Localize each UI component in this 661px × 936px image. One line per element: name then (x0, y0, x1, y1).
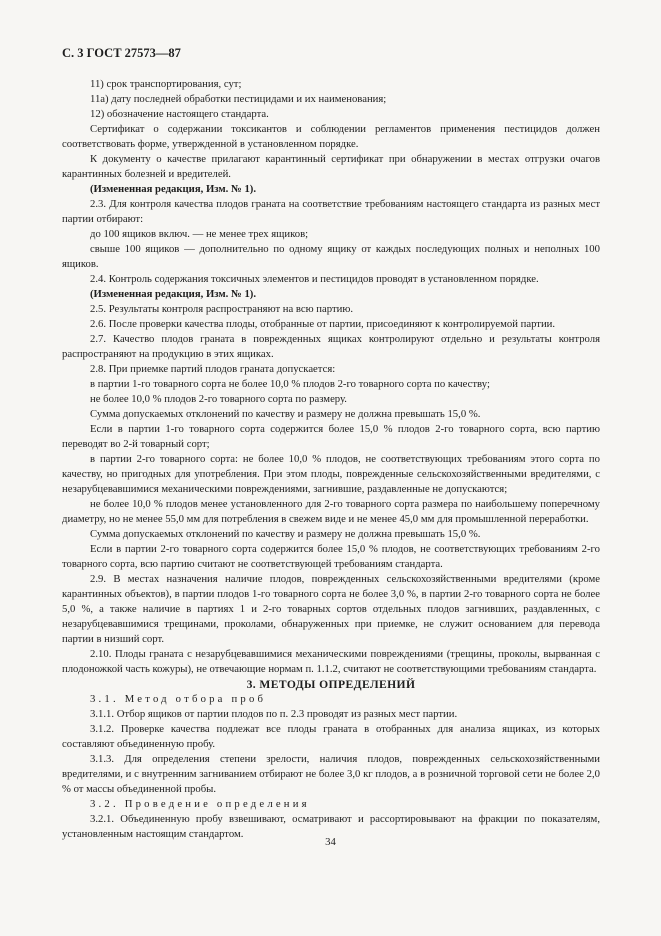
paragraph: 2.7. Качество плодов граната в поврежденных ящиках контролируют отдельно и результаты контроля распространяют на продукцию в этих ящиках. (62, 333, 600, 360)
amendment-note: (Измененная редакция, Изм. № 1). (90, 288, 257, 300)
paragraph: в партии 1-го товарного сорта не более 10,0 % плодов 2-го товарного сорта по качеству; (90, 378, 490, 390)
paragraph: Сертификат о содержании токсикантов и соблюдении регламентов применения пестицидов должен соответствовать форме, утвержденной в установленном порядке. (62, 123, 600, 150)
paragraph: до 100 ящиков включ. — не менее трех ящиков; (90, 228, 309, 240)
paragraph: К документу о качестве прилагают карантинный сертификат при обнаружении в местах отгрузки очагов карантинных болезней и вредителей. (62, 153, 600, 180)
paragraph: 2.4. Контроль содержания токсичных элементов и пестицидов проводят в установленном порядке. (90, 273, 539, 285)
paragraph: 11а) дату последней обработки пестицидами и их наименования; (90, 93, 387, 105)
paragraph: 2.6. После проверки качества плоды, отобранные от партии, присоединяют к контролируемой партии. (90, 318, 556, 330)
document-body (62, 77, 600, 842)
page-number: 34 (325, 836, 336, 848)
paragraph: 2.8. При приемке партий плодов граната допускается: (90, 363, 336, 375)
paragraph: 3.2.1. Объединенную пробу взвешивают, осматривают и рассортировывают на фракции по показателям, установленным настоящим стандартом. (62, 813, 600, 840)
paragraph: 3.1.2. Проверке качества подлежат все плоды граната в отобранных для анализа ящиках, из которых составляют объединенную пробу. (62, 723, 600, 750)
paragraph: 2.10. Плоды граната с незарубцевавшимися механическими повреждениями (трещины, проколы, вырванная с плодоножкой часть кожуры), не отвечающие нормам п. 1.1.2, считают не соответствующими требованиям стандарта. (62, 648, 600, 675)
paragraph: 2.5. Результаты контроля распространяют на всю партию. (90, 303, 354, 315)
paragraph: 3.1.1. Отбор ящиков от партии плодов по п. 2.3 проводят из разных мест партии. (90, 708, 458, 720)
subsection-heading: 3.2. Проведение определения (90, 798, 310, 810)
paragraph: Если в партии 1-го товарного сорта содержится более 15,0 % плодов 2-го товарного сорта, всю партию переводят во 2-й товарный сорт; (62, 423, 600, 450)
section-title: 3. МЕТОДЫ ОПРЕДЕЛЕНИЙ (246, 678, 416, 691)
paragraph: 2.9. В местах назначения наличие плодов, поврежденных сельскохозяйственными вредителями (кроме карантинных объектов), в партии плодов 1-го товарного сорта не более 3,0 %, в партии 2-го товарного сорта не более 5,0 %, а также наличие в партиях 1 и 2-го товарных сортов отдельных плодов загнивших, раздавленных, с незарубцевавшимися трещинами, проколами, обнаруженных при приемке, не служит основанием для перевода партии в низший сорт. (62, 573, 600, 645)
paragraph: не более 10,0 % плодов менее установленного для 2-го товарного сорта размера по наибольшему поперечному диаметру, но не менее 55,0 мм для потребления в свежем виде и не менее 45,0 мм для промышленной переработки. (62, 498, 600, 525)
paragraph: 2.3. Для контроля качества плодов граната на соответствие требованиям настоящего стандарта из разных мест партии отбирают: (62, 198, 600, 225)
paragraph: Если в партии 2-го товарного сорта содержится более 15,0 % плодов, не соответствующих требованиям 2-го товарного сорта, всю партию считают не соответствующей требованиям стандарта. (62, 543, 600, 570)
paragraph: в партии 2-го товарного сорта: не более 10,0 % плодов, не соответствующих требованиям этого сорта по качеству, но пригодных для употребления. При этом плоды, поврежденные сельскохозяйственными вредителями, с незарубцевавшимися механическими повреждениями, загнившие, раздавленные не допускаются; (62, 453, 600, 495)
paragraph: 12) обозначение настоящего стандарта. (90, 108, 269, 120)
subsection-heading: 3.1. Метод отбора проб (90, 693, 267, 705)
page-header: С. 3 ГОСТ 27573—87 (62, 46, 181, 60)
paragraph: Сумма допускаемых отклонений по качеству и размеру не должна превышать 15,0 %. (90, 408, 481, 420)
amendment-note: (Измененная редакция, Изм. № 1). (90, 183, 257, 195)
paragraph: не более 10,0 % плодов 2-го товарного сорта по размеру. (90, 393, 347, 405)
paragraph: 11) срок транспортирования, сут; (90, 78, 242, 90)
paragraph: 3.1.3. Для определения степени зрелости, наличия плодов, поврежденных сельскохозяйственными вредителями, и с внутренним загниванием отбирают не более 3,0 кг плодов, а в розничной торговой сети не более 2,0 % от массы объединенной пробы. (62, 753, 600, 795)
paragraph: свыше 100 ящиков — дополнительно по одному ящику от каждых последующих полных и неполных 100 ящиков. (62, 243, 600, 270)
paragraph: Сумма допускаемых отклонений по качеству и размеру не должна превышать 15,0 %. (90, 528, 481, 540)
